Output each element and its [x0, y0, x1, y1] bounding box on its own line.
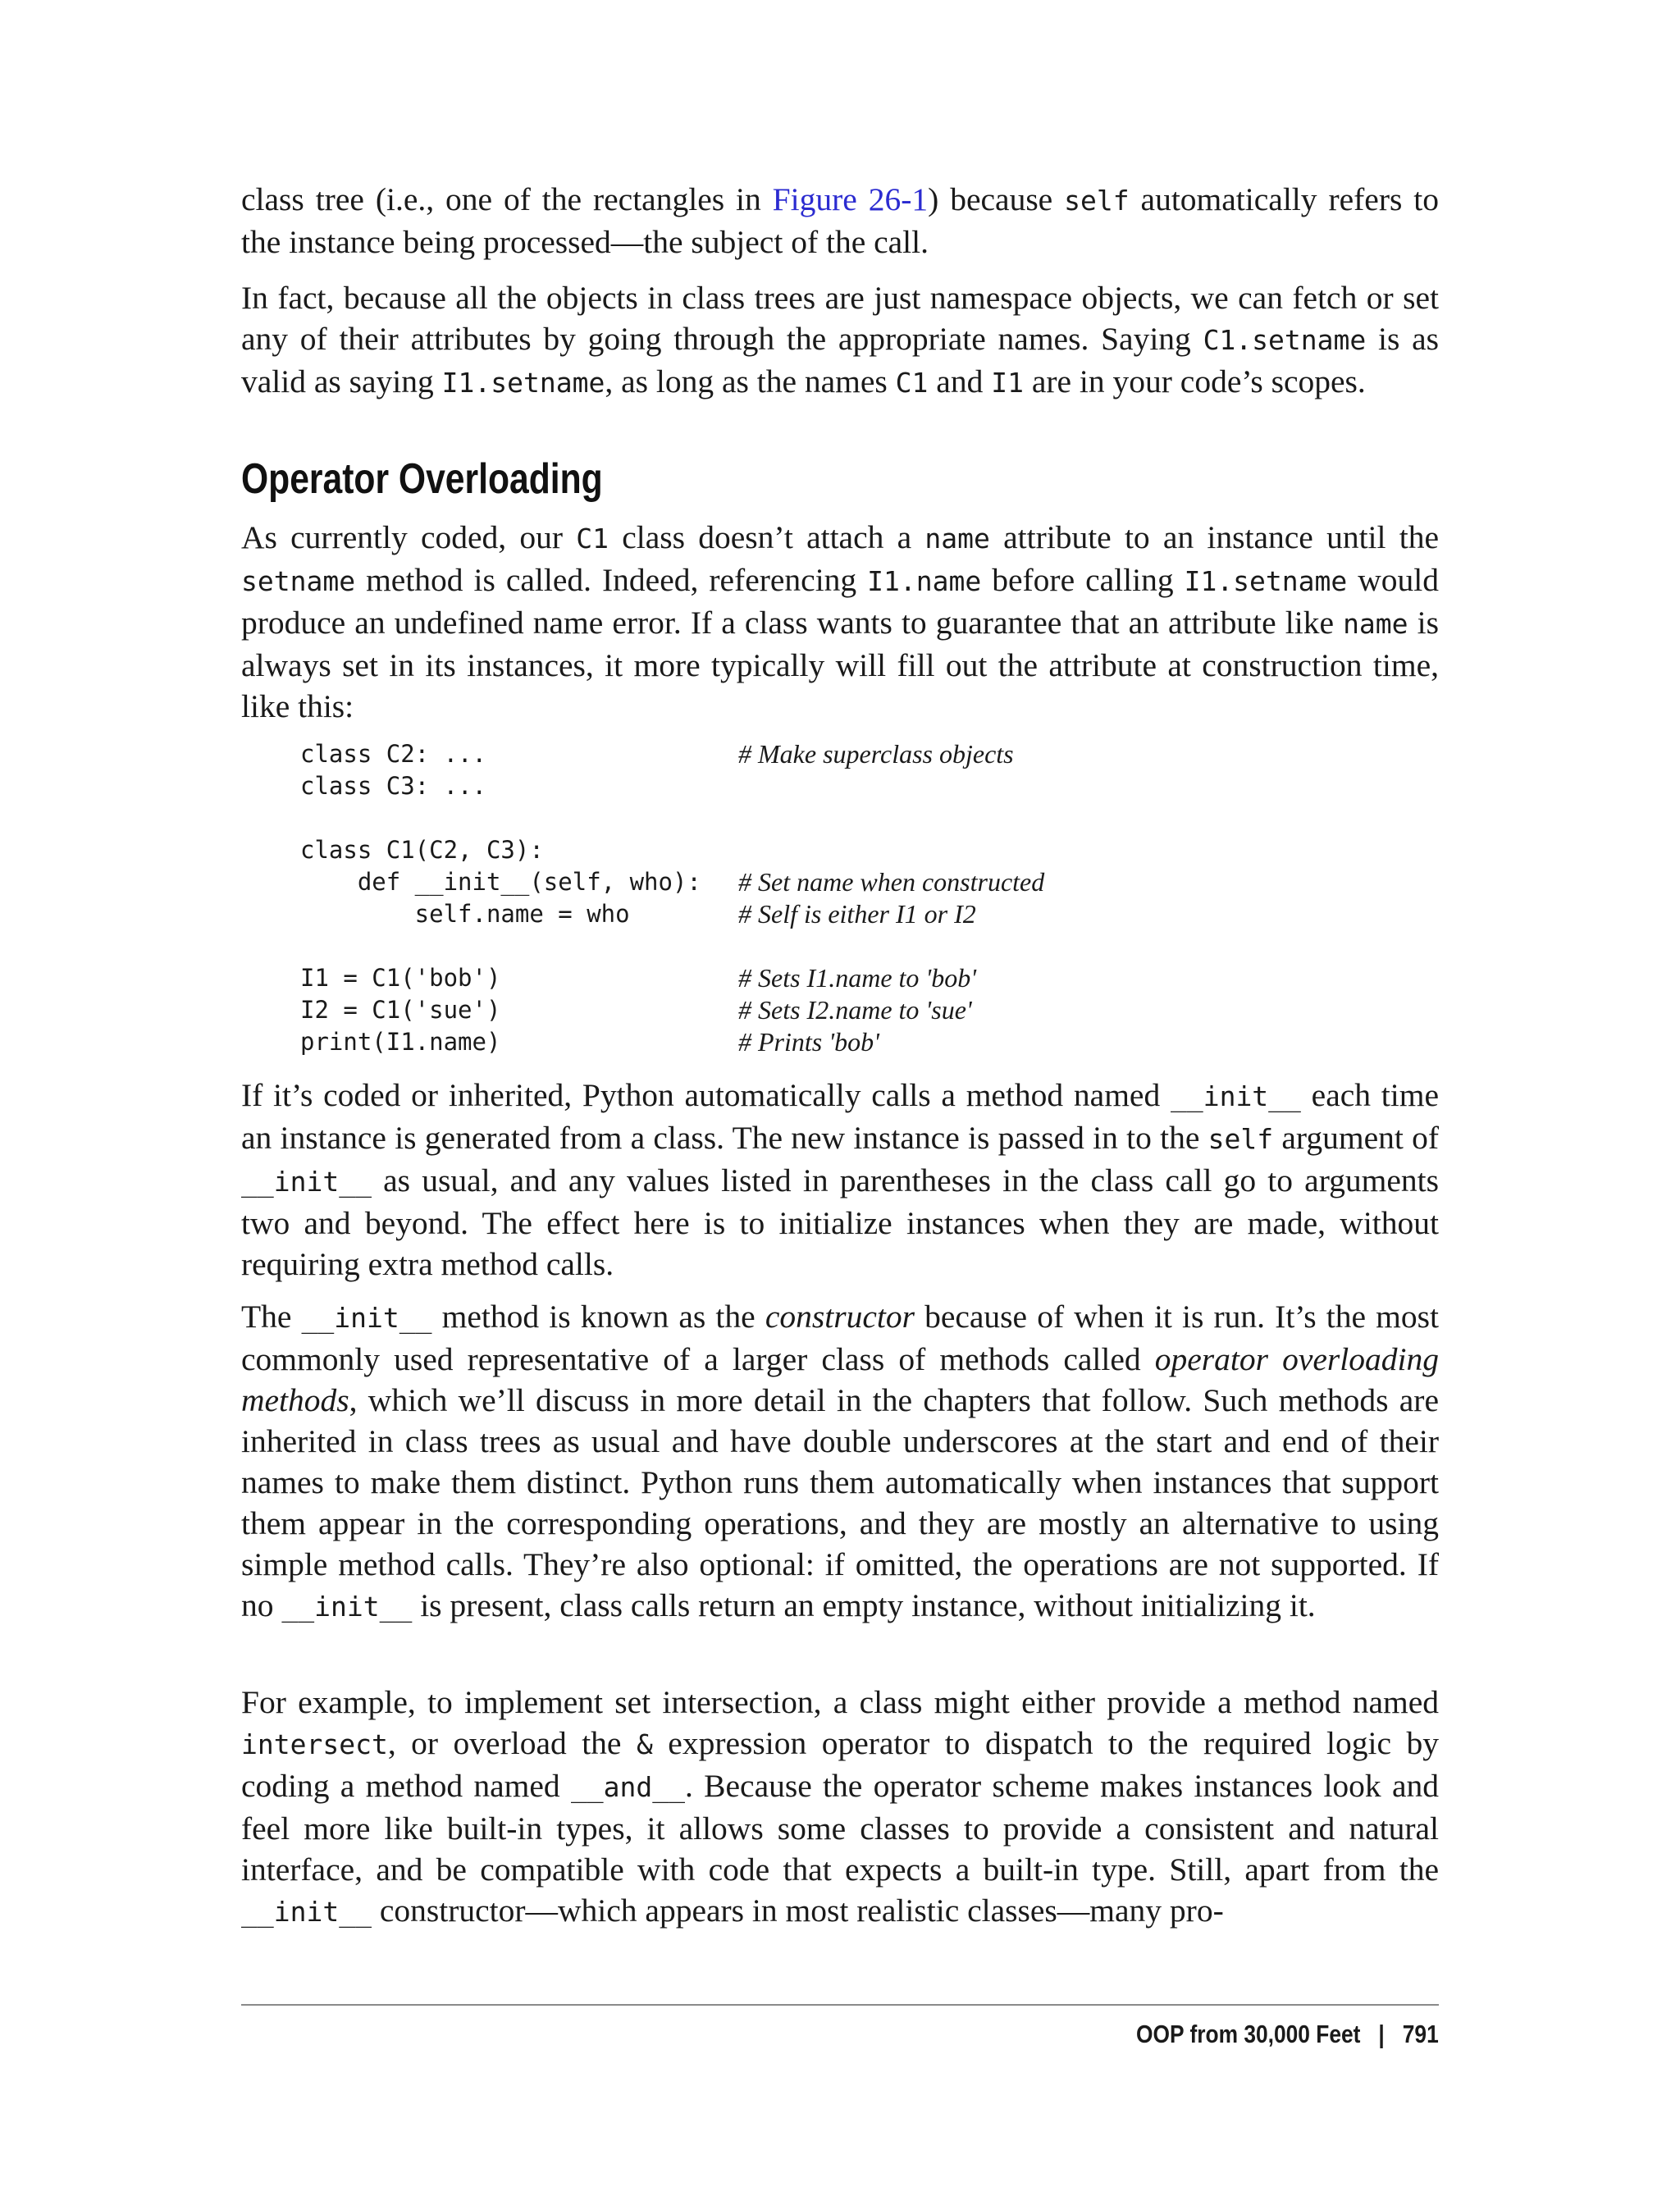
- paragraph-continuation: class tree (i.e., one of the rectangles in Figure 26-1) because self automatically refers to the instance being processed—the subject of the call.: [241, 181, 1439, 260]
- inline-code: intersect: [241, 1728, 388, 1760]
- inline-code: name: [924, 523, 990, 555]
- section-heading: Operator Overloading: [241, 455, 603, 503]
- inline-code: self: [1064, 185, 1130, 217]
- inline-code: self: [1208, 1123, 1274, 1155]
- code-line: [300, 930, 1432, 962]
- inline-code: I1: [991, 367, 1024, 399]
- code-line: [300, 802, 1432, 834]
- inline-code: __init__: [281, 1591, 413, 1623]
- code-comment: # Self is either I1 or I2: [738, 899, 976, 929]
- paragraph-constructor: The __init__ method is known as the constructor because of when it is run. It’s the most commonly used representative of a larger class of methods called operator overloading methods, which we’ll discuss in more detail in the chapters that follow. Such methods are inherited in class trees as usual and have double underscores at the start and end of their names to make them distinct. Python runs them automatically when instances that support them appear in the corresponding operations, and they are mostly an alternative to using simple method calls. They’re also optional: if omitted, the operations are not supported. If no __init__ is present, class calls return an empty instance, without initializing it.: [241, 1299, 1439, 1623]
- inline-code: C1: [895, 367, 929, 399]
- code-comment: # Sets I1.name to 'bob': [738, 963, 977, 993]
- code-line: class C2: ... # Make superclass objects: [300, 739, 1014, 769]
- inline-code: name: [1343, 608, 1408, 640]
- inline-code: setname: [241, 565, 356, 597]
- paragraph-construction: As currently coded, our C1 class doesn’t attach a name attribute to an instance until the setname method is called. Indeed, referencing I1.name before calling I1.setname would produce an undefined name error. If a class wants to guarantee that an attribute like name is always set in its instances, it more typically will fill out the attribute at construction time, like this:: [241, 519, 1440, 724]
- inline-code: I1.name: [867, 565, 982, 597]
- footer-rule: [241, 2004, 1439, 2006]
- inline-code: __init__: [241, 1896, 372, 1928]
- code-line: I1 = C1('bob') # Sets I1.name to 'bob': [300, 963, 977, 993]
- code-comment: # Make superclass objects: [738, 739, 1014, 769]
- running-footer-title: OOP from 30,000 Feet: [1136, 2020, 1361, 2048]
- code-comment: # Sets I2.name to 'sue': [738, 995, 972, 1025]
- code-line: class C3: ...: [300, 772, 486, 800]
- inline-code: __init__: [241, 1166, 372, 1198]
- code-line: def __init__(self, who): # Set name when constructed: [300, 867, 1045, 897]
- inline-code: __and__: [570, 1771, 686, 1803]
- code-line: class C1(C2, C3):: [300, 836, 544, 864]
- code-line: print(I1.name) # Prints 'bob': [300, 1027, 879, 1057]
- footer-separator: |: [1378, 2020, 1386, 2048]
- paragraph-init-called: If it’s coded or inherited, Python automatically calls a method named __init__ each time an instance is generated from a class. The new instance is passed in to the self argument of __init__ as usual, and any values listed in parentheses in the class call go to arguments two and beyond. The effect here is to initialize instances when they are made, without requiring extra method calls.: [241, 1077, 1439, 1282]
- inline-code: &: [636, 1728, 653, 1760]
- inline-code: __init__: [1170, 1080, 1301, 1112]
- inline-code: I1.setname: [441, 367, 605, 399]
- paragraph-set-intersection: For example, to implement set intersection, a class might either provide a method named intersect, or overload the & expression operator to dispatch to the required logic by coding a method named __and__. Because the operator scheme makes instances look and feel more like built-in types, it allows some classes to provide a consistent and natural interface, and be compatible with code that expects a built-in type. Still, apart from the __init__ constructor—which appears in most realistic classes—many pro-: [241, 1684, 1440, 1929]
- code-comment: # Prints 'bob': [738, 1027, 879, 1057]
- code-line: I2 = C1('sue') # Sets I2.name to 'sue': [300, 995, 972, 1025]
- emphasis: constructor: [765, 1299, 915, 1335]
- inline-code: C1: [576, 523, 609, 555]
- inline-code: C1.setname: [1203, 324, 1367, 356]
- code-comment: # Set name when constructed: [738, 867, 1045, 897]
- code-listing: [300, 738, 1432, 1058]
- page-footer: [1136, 2020, 1439, 2049]
- paragraph-namespace: In fact, because all the objects in class trees are just namespace objects, we can fetch or set any of their attributes by going through the appropriate names. Saying C1.setname is as valid as saying I1.setname, as long as the names C1 and I1 are in your code’s scopes.: [241, 280, 1440, 399]
- inline-code: I1.setname: [1184, 565, 1348, 597]
- emphasis: operator overloading methods: [241, 1341, 1439, 1418]
- page-number: 791: [1403, 2020, 1439, 2048]
- figure-link[interactable]: Figure 26-1: [772, 181, 929, 217]
- code-line: self.name = who # Self is either I1 or I2: [300, 899, 976, 929]
- inline-code: __init__: [301, 1302, 432, 1334]
